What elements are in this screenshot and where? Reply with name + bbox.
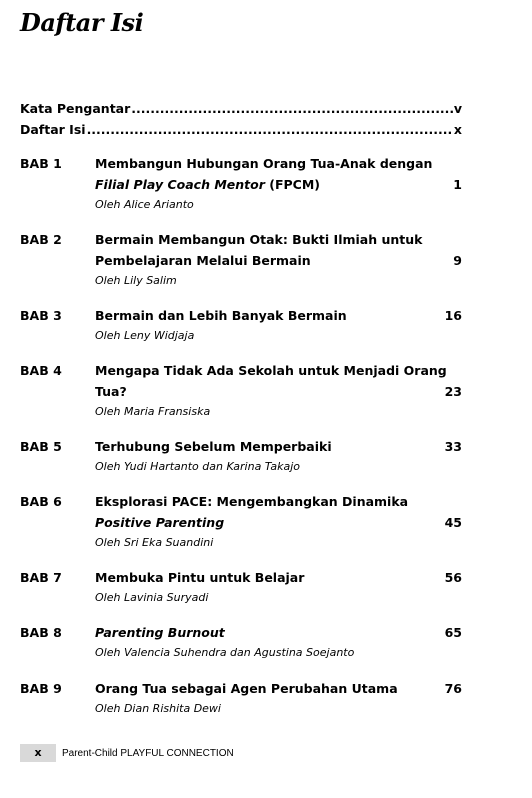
chapter-entry[interactable] bbox=[20, 229, 462, 305]
chapter-author: Oleh Maria Fransiska bbox=[95, 405, 211, 418]
toc-entry-page: x bbox=[453, 122, 462, 137]
chapter-title-line: Eksplorasi PACE: Mengembangkan Dinamika bbox=[95, 494, 409, 509]
chapter-author: Oleh Lily Salim bbox=[95, 274, 177, 287]
chapter-page: 9 bbox=[453, 253, 462, 268]
chapter-number: BAB 8 bbox=[20, 625, 62, 640]
chapter-number: BAB 5 bbox=[20, 439, 62, 454]
dot-leader bbox=[131, 98, 453, 119]
chapter-list bbox=[20, 153, 462, 733]
chapter-title-line: Pembelajaran Melalui Bermain bbox=[95, 253, 311, 268]
chapter-page: 76 bbox=[444, 681, 462, 696]
toc-entry-kata-pengantar[interactable] bbox=[20, 98, 462, 119]
chapter-author: Oleh Alice Arianto bbox=[95, 198, 194, 211]
chapter-entry[interactable] bbox=[20, 153, 462, 229]
toc-entry-label: Kata Pengantar bbox=[20, 101, 131, 116]
chapter-page: 45 bbox=[444, 515, 462, 530]
chapter-title-line: Bermain dan Lebih Banyak Bermain bbox=[95, 308, 347, 323]
chapter-title-rest: (FPCM) bbox=[264, 177, 320, 192]
page-title: Daftar Isi bbox=[20, 8, 144, 37]
chapter-title-line: Tua? bbox=[95, 384, 127, 399]
chapter-author: Oleh Leny Widjaja bbox=[95, 329, 195, 342]
chapter-author: Oleh Sri Eka Suandini bbox=[95, 536, 214, 549]
front-matter-list bbox=[20, 98, 462, 140]
chapter-title-line: Terhubung Sebelum Memperbaiki bbox=[95, 439, 332, 454]
chapter-number: BAB 7 bbox=[20, 570, 62, 585]
chapter-entry[interactable] bbox=[20, 678, 462, 733]
chapter-entry[interactable] bbox=[20, 567, 462, 622]
chapter-title-italic: Filial Play Coach Mentor bbox=[95, 177, 265, 192]
chapter-number: BAB 3 bbox=[20, 308, 62, 323]
dot-leader bbox=[87, 119, 453, 140]
chapter-number: BAB 9 bbox=[20, 681, 62, 696]
chapter-number: BAB 4 bbox=[20, 363, 62, 378]
chapter-title-line: Membangun Hubungan Orang Tua-Anak dengan bbox=[95, 156, 433, 171]
chapter-entry[interactable] bbox=[20, 436, 462, 491]
chapter-title-line: Bermain Membangun Otak: Bukti Ilmiah untuk bbox=[95, 232, 423, 247]
chapter-entry[interactable] bbox=[20, 305, 462, 360]
page-footer bbox=[20, 744, 234, 762]
chapter-author: Oleh Valencia Suhendra dan Agustina Soejanto bbox=[95, 646, 355, 659]
toc-entry-label: Daftar Isi bbox=[20, 122, 86, 137]
chapter-author: Oleh Yudi Hartanto dan Karina Takajo bbox=[95, 460, 301, 473]
chapter-title-line: Mengapa Tidak Ada Sekolah untuk Menjadi Orang bbox=[95, 363, 447, 378]
chapter-page: 16 bbox=[444, 308, 462, 323]
chapter-page: 33 bbox=[444, 439, 462, 454]
chapter-title-line: Membuka Pintu untuk Belajar bbox=[95, 570, 305, 585]
chapter-author: Oleh Dian Rishita Dewi bbox=[95, 702, 221, 715]
chapter-author: Oleh Lavinia Suryadi bbox=[95, 591, 209, 604]
chapter-number: BAB 1 bbox=[20, 156, 62, 171]
chapter-page: 23 bbox=[444, 384, 462, 399]
chapter-title-italic: Parenting Burnout bbox=[95, 625, 225, 640]
chapter-page: 1 bbox=[453, 177, 462, 192]
footer-page-number: x bbox=[20, 744, 56, 762]
toc-entry-daftar-isi[interactable] bbox=[20, 119, 462, 140]
chapter-title-line: Orang Tua sebagai Agen Perubahan Utama bbox=[95, 681, 398, 696]
chapter-page: 56 bbox=[444, 570, 462, 585]
chapter-entry[interactable] bbox=[20, 491, 462, 567]
chapter-entry[interactable] bbox=[20, 360, 462, 436]
toc-entry-page: v bbox=[453, 101, 462, 116]
chapter-title-italic: Positive Parenting bbox=[95, 515, 225, 530]
chapter-number: BAB 6 bbox=[20, 494, 62, 509]
chapter-number: BAB 2 bbox=[20, 232, 62, 247]
chapter-entry[interactable] bbox=[20, 622, 462, 678]
footer-book-title: Parent-Child PLAYFUL CONNECTION bbox=[62, 747, 234, 759]
chapter-page: 65 bbox=[444, 625, 462, 640]
